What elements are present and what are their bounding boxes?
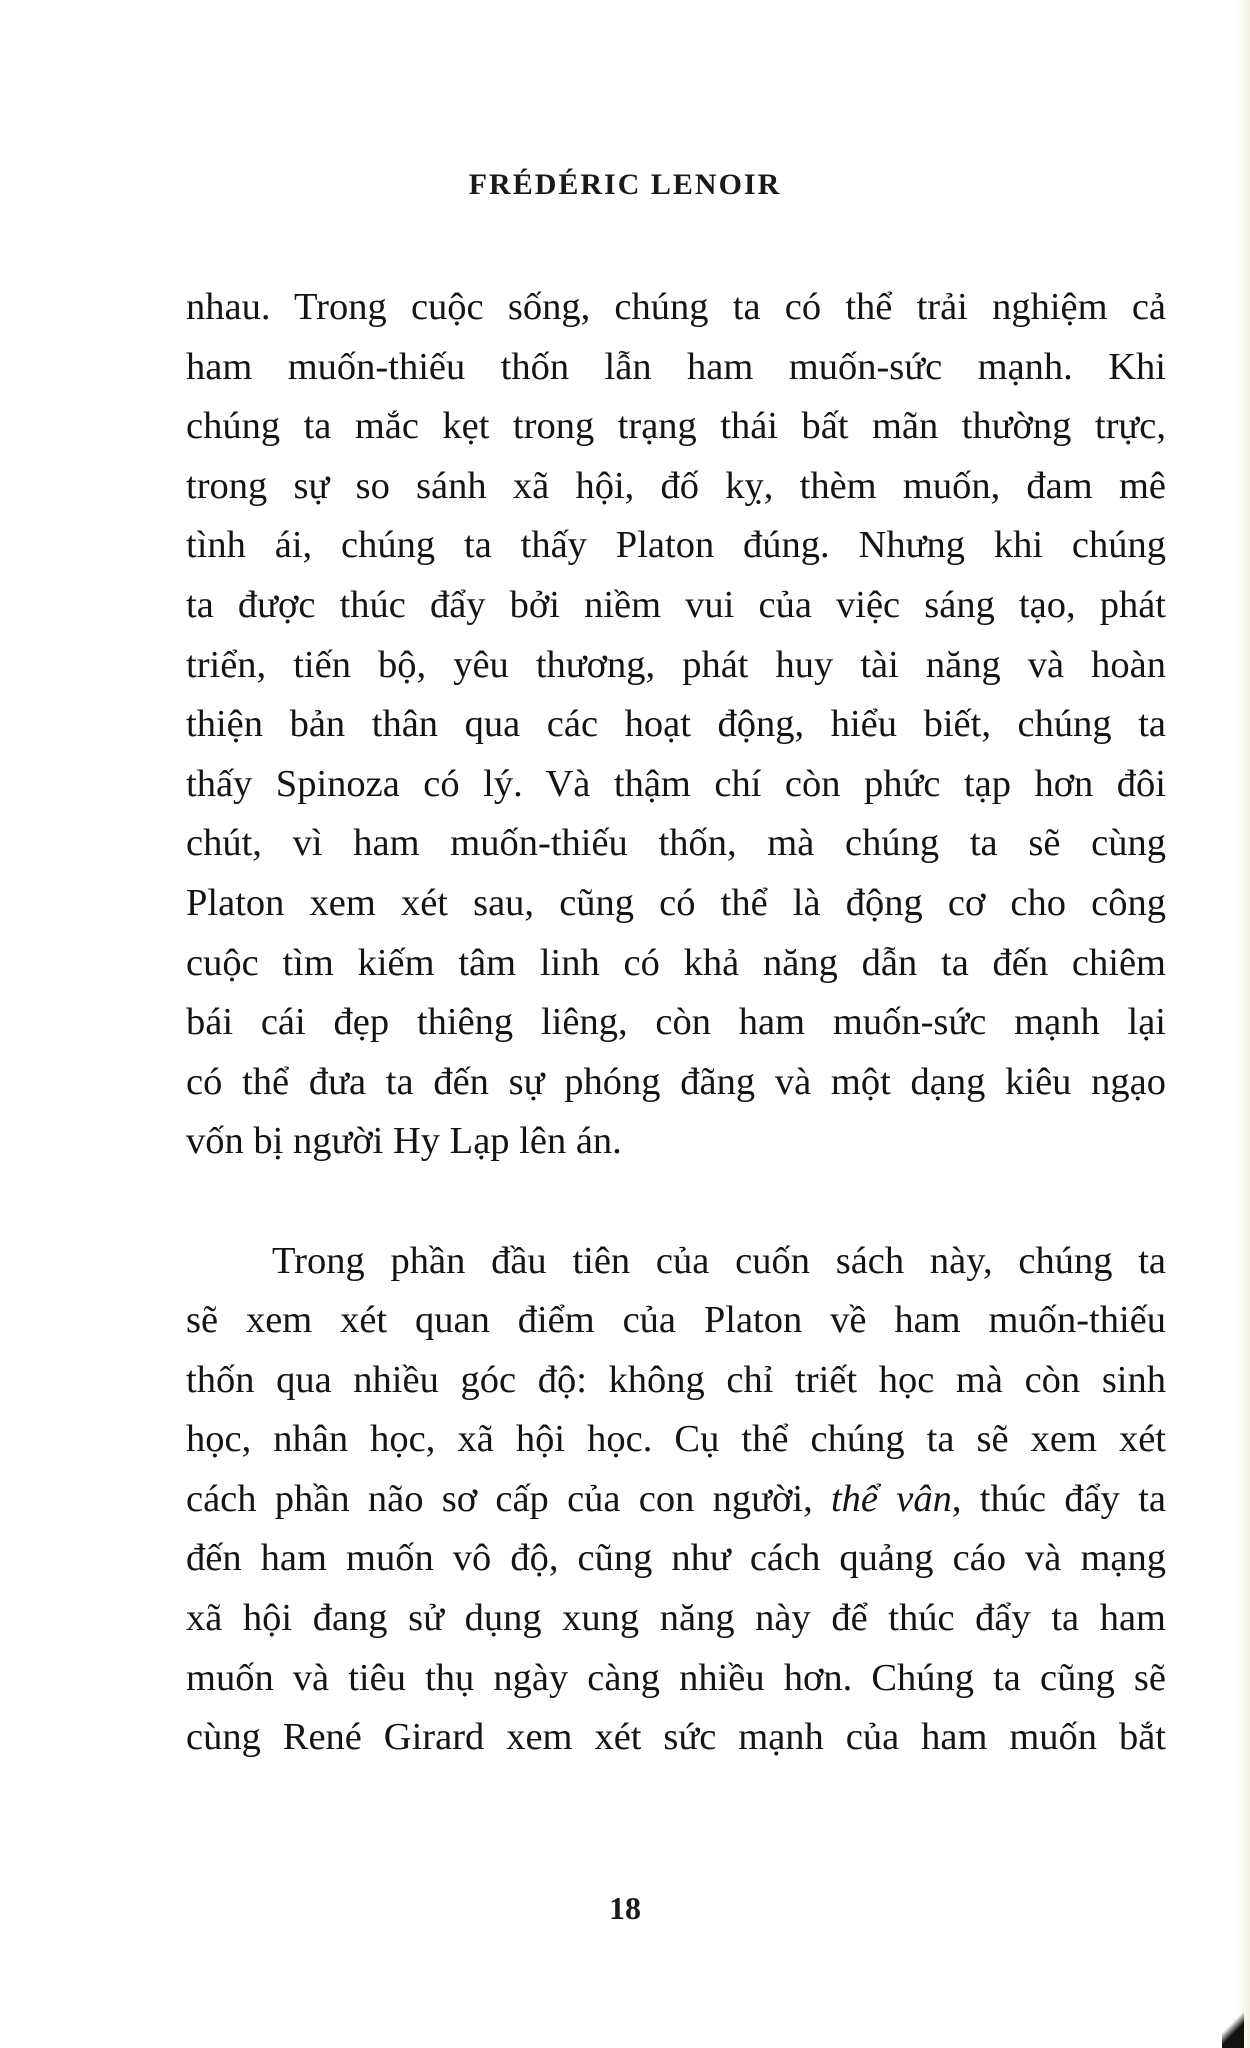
text-line: thấy Spinoza có lý. Và thậm chí còn phức tạp hơn đôi (186, 762, 1166, 805)
text-line: chúng ta mắc kẹt trong trạng thái bất mãn thường trực, (186, 405, 1166, 448)
text-line-with-italic (186, 1470, 1166, 1530)
text-line: đến ham muốn vô độ, cũng như cách quảng cáo và mạng (186, 1537, 1166, 1580)
text-line: trong sự so sánh xã hội, đố kỵ, thèm muốn, đam mê (186, 464, 1166, 507)
text-line: Platon xem xét sau, cũng có thể là động cơ cho công (186, 881, 1166, 924)
text-line: triển, tiến bộ, yêu thương, phát huy tài năng và hoàn (186, 643, 1166, 686)
text-line: bái cái đẹp thiêng liêng, còn ham muốn-sức mạnh lại (186, 1001, 1166, 1044)
text-line: thốn qua nhiều góc độ: không chỉ triết học mà còn sinh (186, 1358, 1166, 1401)
text-line: xã hội đang sử dụng xung năng này để thúc đẩy ta ham (186, 1597, 1166, 1640)
text-line: cùng René Girard xem xét sức mạnh của ham muốn bắt (186, 1716, 1166, 1759)
text-line: tình ái, chúng ta thấy Platon đúng. Nhưng khi chúng (186, 524, 1166, 567)
text-line: ta được thúc đẩy bởi niềm vui của việc sáng tạo, phát (186, 583, 1166, 626)
text-segment: cách phần não sơ cấp của con người, (186, 1477, 831, 1520)
text-line: học, nhân học, xã hội học. Cụ thể chúng ta sẽ xem xét (186, 1418, 1166, 1461)
page-edge (1232, 0, 1250, 2048)
running-head-author: FRÉDÉRIC LENOIR (468, 168, 782, 201)
text-line: cuộc tìm kiếm tâm linh có khả năng dẫn ta đến chiêm (186, 941, 1166, 984)
text-line: chút, vì ham muốn-thiếu thốn, mà chúng ta sẽ cùng (186, 822, 1166, 865)
paragraph-gap (186, 1172, 1166, 1232)
text-line: nhau. Trong cuộc sống, chúng ta có thể trải nghiệm cả (186, 286, 1166, 328)
text-line: có thể đưa ta đến sự phóng đãng và một dạng kiêu ngạo (186, 1060, 1166, 1103)
text-line: vốn bị người Hy Lạp lên án. (186, 1120, 622, 1163)
text-line: thiện bản thân qua các hoạt động, hiểu biết, chúng ta (186, 703, 1166, 746)
page-number: 18 (609, 1890, 641, 1926)
text-line: sẽ xem xét quan điểm của Platon về ham muốn-thiếu (186, 1299, 1166, 1342)
italic-term: thể vân (830, 1477, 952, 1520)
text-segment: , thúc đẩy ta (951, 1477, 1166, 1520)
text-line: Trong phần đầu tiên của cuốn sách này, chúng ta (272, 1239, 1166, 1282)
text-line: ham muốn-thiếu thốn lẫn ham muốn-sức mạnh. Khi (186, 345, 1166, 388)
body-text (186, 278, 1166, 1768)
page-corner-shadow (1222, 2008, 1244, 2048)
text-line: muốn và tiêu thụ ngày càng nhiều hơn. Chúng ta cũng sẽ (186, 1656, 1166, 1699)
